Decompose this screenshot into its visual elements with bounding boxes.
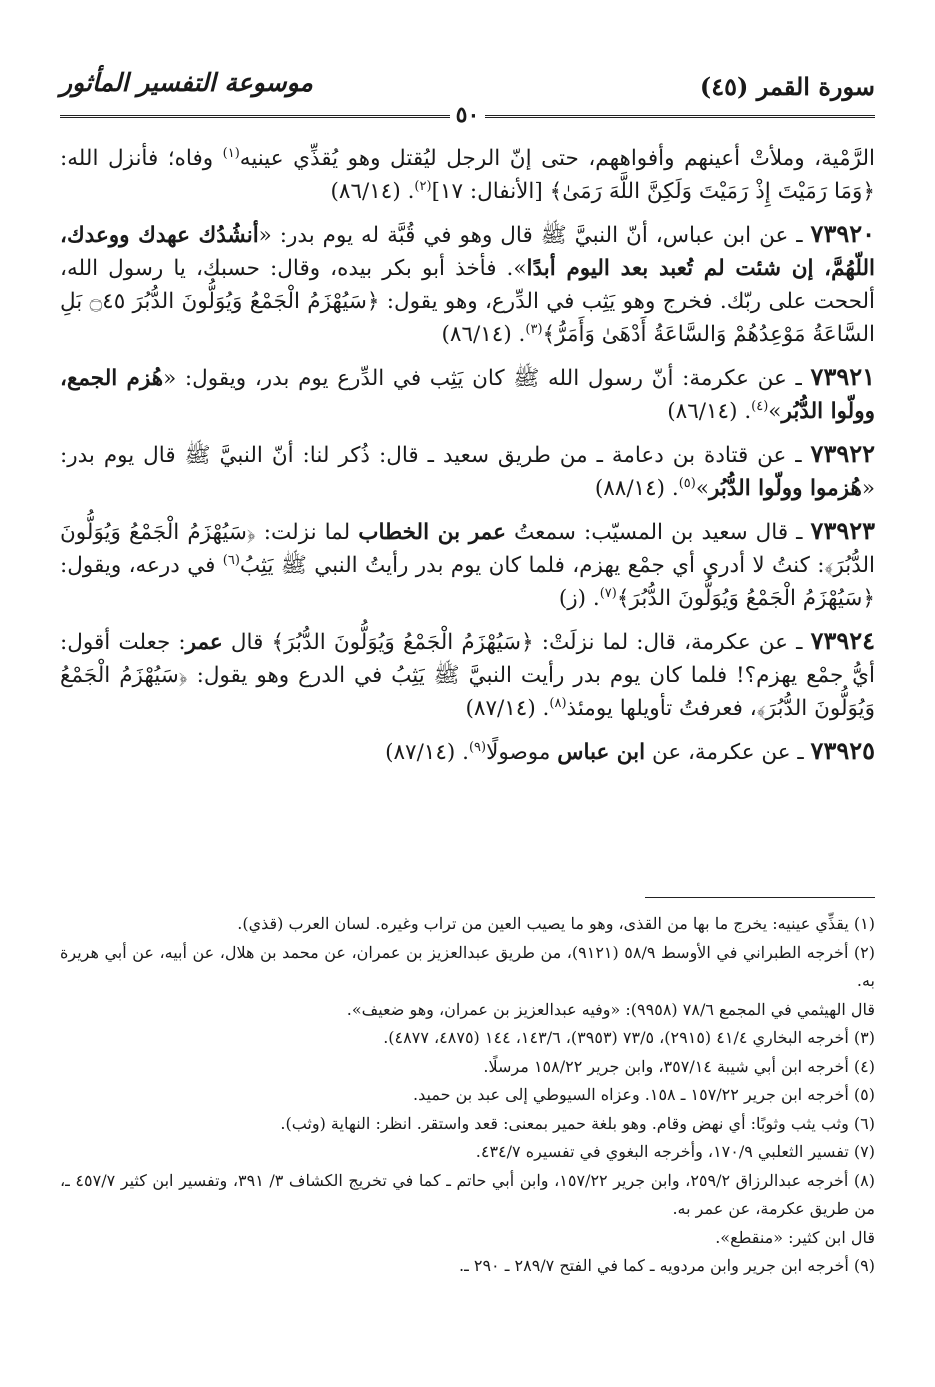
volume-reference: . (٨٦/١٤) [441,322,526,347]
narrator-name: ابن عباس [557,740,646,765]
footnote: قال الهيثمي في المجمع ٧٨/٦ (٩٩٥٨): «وفيه عبدالعزيز بن عمران، وهو ضعيف». [346,999,875,1019]
entry-text: ـ قال سعيد بن المسيّب: سمعتُ [505,520,811,545]
quran-verse: ﴿وَمَا رَمَيْتَ إِذْ رَمَيْتَ وَلَكِنَّ اللَّهَ رَمَىٰ﴾ [549,179,875,204]
entry-text: موصولًا [486,740,558,765]
entry-73920 [60,217,875,351]
footnote-divider [645,897,875,898]
intro-paragraph [60,142,875,208]
quran-verse: ﴿سَيُهْزَمُ الْجَمْعُ وَيُوَلُّونَ الدُّبُرَ﴾ [60,663,875,721]
entry-number: ٧٣٩٢٤ [810,626,876,655]
footnote-marker: (٤) [751,398,769,414]
footnote-marker: (٣) [525,321,543,337]
footnote: (٣) أخرجه البخاري ٤١/٤ (٢٩١٥)، ٧٣/٥ (٣٩٥٣)، ١٤٣/٦، ١٤٤ (٤٨٧٥، ٤٨٧٧). [383,1028,875,1047]
entry-text: ، فعرفتُ تأويلها يومئذ [566,696,757,721]
volume-reference: . (٨٧/١٤) [385,740,469,765]
entry-text: في درعه، ويقول: [60,553,223,578]
hadith-quote: هُزموا وولّوا الدُّبُر [709,476,862,501]
main-text [60,142,875,778]
footnote-marker: (٦) [222,552,240,568]
verse-citation: [الأنفال: ١٧] [431,179,550,204]
entry-text: : كنتُ لا أدري أي جمْع يهزم، فلما كان يوم بدر رأيتُ النبي ﷺ يَثِبُ [239,553,825,578]
footnote-marker: (٢) [414,178,432,194]
entry-text: ـ عن ابن عباس، أنّ النبيَّ ﷺ قال وهو في قُبَّة له يوم بدر: « [258,223,811,248]
entry-text: ». فأخذ أبو بكر بيده، وقال: حسبك، يا رسول الله، ألححت على ربّك. فخرج وهو يَثِب في الدِّرع، وهو يقول: [60,256,876,314]
footnote: قال ابن كثير: «منقطع». [715,1227,875,1247]
volume-reference: . (٨٦/١٤) [330,179,415,204]
footnote-marker: (٩) [468,739,487,755]
intro-text: وفاه؛ فأنزل الله: [60,146,223,171]
hadith-quote: هُزم الجمع، وولّوا الدُّبُر [60,366,875,424]
narrator-name: عمر [185,630,223,655]
page-number: ٥٠ [450,102,486,128]
entry-text: » [768,399,782,424]
footnote: (٨) أخرجه عبدالرزاق ٢٥٩/٢، وابن جرير ١٥٧/٢٢، وابن أبي حاتم ـ كما في تخريج الكشاف ٣/ ٣٩١، وتفسير ابن كثير ٤٥٧/٧ ـ، من طريق عكرمة، عن عمر به. [60,1170,876,1218]
surah-title: سورة القمر (٤٥) [699,72,875,101]
entry-number: ٧٣٩٢٣ [810,516,875,545]
footnote: (٦) وثب يثب وثوبًا: أي نهض وقام. وهو بلغة حمير بمعنى: قعد واستقر. انظر: النهاية (وثب). [280,1113,875,1133]
entry-number: ٧٣٩٢٠ [810,219,875,248]
entry-73921 [60,360,875,428]
footnote: (٩) أخرجه ابن جرير وابن مردويه ـ كما في الفتح ٢٨٩/٧ ـ ٢٩٠ ـ. [459,1256,875,1275]
intro-text: الرَّمْية، وملأتْ أعينهم وأفواههم، حتى إنّ الرجل ليُقتل وهو يُقذِّي عينيه [239,146,875,171]
page-header [60,68,875,132]
entry-73923 [60,514,875,615]
entry-number: ٧٣٩٢٥ [810,736,875,765]
entry-73925 [60,734,875,769]
entry-text: ـ عن عكرمة، قال: لما نزلَتْ: [533,630,811,655]
footnote: (٢) أخرجه الطبراني في الأوسط ٥٨/٩ (٩١٢١)، من طريق عبدالعزيز بن عمران، عن محمد بن هلال، عن أبيه، عن أبي هريرة به. [60,942,875,990]
quran-verse: ﴿سَيُهْزَمُ الْجَمْعُ وَيُوَلُّونَ الدُّبُرَ﴾ [271,630,534,655]
volume-reference: . (ز) [558,586,600,611]
entry-text: : جعلت أقول: أيُّ جمْع يهزم؟! فلما كان يوم بدر رأيت النبيَّ ﷺ يَثِبُ في الدرع وهو يقول: [60,630,875,688]
entry-text: قال [222,630,272,655]
volume-reference: . (٨٨/١٤) [594,476,679,501]
narrator-name: عمر بن الخطاب [358,520,506,545]
footnotes [60,910,875,1281]
footnote-marker: (٧) [599,585,617,601]
footnote: (٥) أخرجه ابن جرير ١٥٧/٢٢ ـ ١٥٨. وعزاه السيوطي إلى عبد بن حميد. [413,1085,875,1104]
entry-text: » [695,476,710,501]
quran-verse: ﴿سَيُهْزَمُ الْجَمْعُ وَيُوَلُّونَ الدُّبُرَ﴾ [60,520,876,578]
footnote: (٧) تفسير الثعلبي ١٧٠/٩، وأخرجه البغوي في تفسيره ٤٣٤/٧. [475,1142,875,1161]
entry-text: ـ عن عكرمة، عن [645,740,811,765]
footnote-marker: (٨) [549,695,567,711]
entry-text: ـ عن عكرمة: أنّ رسول الله ﷺ كان يَثِب في الدِّرع يوم بدر، ويقول: « [163,366,811,391]
quran-verse: ﴿سَيُهْزَمُ الْجَمْعُ وَيُوَلُّونَ الدُّبُرَ﴾ [616,586,875,611]
entry-73922 [60,437,875,505]
footnote: (٤) أخرجه ابن أبي شيبة ٣٥٧/١٤، وابن جرير ١٥٨/٢٢ مرسلًا. [483,1056,875,1076]
book-title: موسوعة التفسير المأثور [60,68,313,97]
entry-number: ٧٣٩٢١ [810,362,875,391]
volume-reference: . (٨٧/١٤) [465,696,550,721]
entry-text: ـ عن قتادة بن دعامة ـ من طريق سعيد ـ قال: ذُكر لنا: أنّ النبيَّ ﷺ قال يوم بدر: « [60,443,875,501]
quran-verse: ﴿سَيُهْزَمُ الْجَمْعُ وَيُوَلُّونَ الدُّبُرَ ۝٤٥ بَلِ السَّاعَةُ مَوْعِدُهُمْ وَالسَّاعَةُ أَدْهَىٰ وَأَمَرُّ﴾ [60,289,875,347]
hadith-quote: أنشُدُك عهدك ووعدك، اللّهُمَّ، إن شئت لم تُعبد بعد اليوم أبدًا [60,223,875,281]
footnote-marker: (١) [222,145,240,161]
entry-73924 [60,624,875,725]
entry-text: لما نزلت: [255,520,359,545]
volume-reference: . (٨٦/١٤) [667,399,752,424]
entry-number: ٧٣٩٢٢ [810,439,875,468]
page-number-wrap [60,102,875,128]
footnote: (١) يقذِّي عينيه: يخرج ما بها من القذى، وهو ما يصيب العين من تراب وغيره. لسان العرب (قذي). [237,914,875,933]
footnote-marker: (٥) [678,475,696,491]
